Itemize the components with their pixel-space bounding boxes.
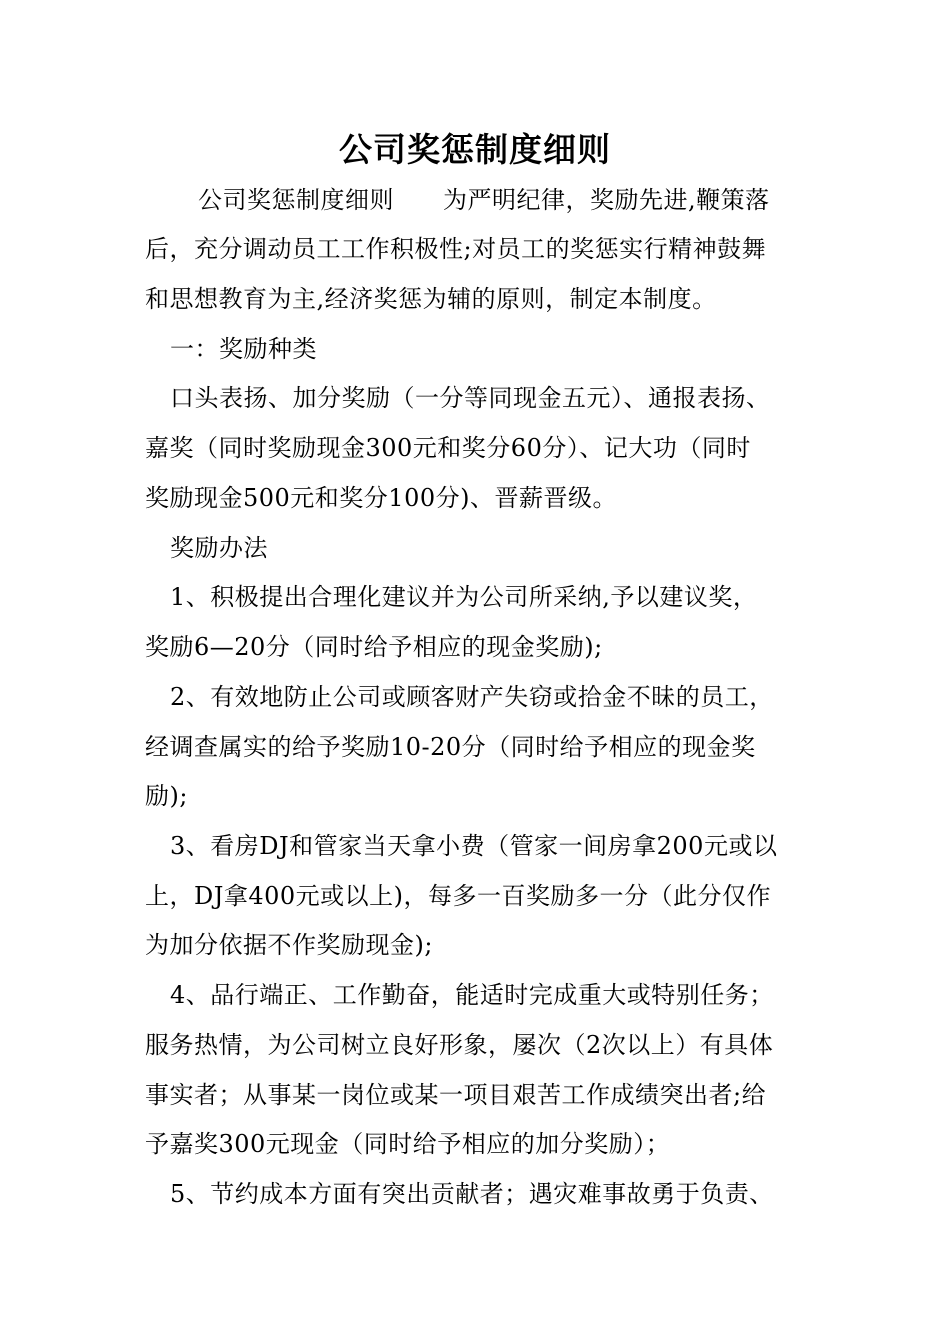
paragraph-line: 和思想教育为主,经济奖惩为辅的原则，制定本制度。 xyxy=(145,285,717,313)
paragraph-line: 嘉奖（同时奖励现金300元和奖分60分）、记大功（同时 xyxy=(145,434,751,462)
list-item-line: 奖励6—20分（同时给予相应的现金奖励); xyxy=(145,633,603,661)
list-item-line: 上，DJ拿400元或以上)，每多一百奖励多一分（此分仅作 xyxy=(145,882,772,910)
list-item-line: 经调查属实的给予奖励10-20分（同时给予相应的现金奖 xyxy=(145,733,756,761)
paragraph-line: 奖励现金500元和奖分100分)、晋薪晋级。 xyxy=(145,484,617,512)
list-item-line: 5、节约成本方面有突出贡献者；遇灾难事故勇于负责、 xyxy=(170,1180,774,1208)
paragraph-line: 口头表扬、加分奖励（一分等同现金五元）、通报表扬、 xyxy=(170,384,771,412)
list-item-line: 予嘉奖300元现金（同时给予相应的加分奖励）； xyxy=(145,1130,671,1158)
list-item-line: 励); xyxy=(145,782,188,810)
list-item-line: 2、有效地防止公司或顾客财产失窃或拾金不昧的员工， xyxy=(170,683,774,711)
section-heading: 一：奖励种类 xyxy=(170,335,317,363)
paragraph-line: 后，充分调动员工工作积极性;对员工的奖惩实行精神鼓舞 xyxy=(145,235,767,263)
section-heading: 奖励办法 xyxy=(170,534,268,562)
paragraph-line: 公司奖惩制度细则 为严明纪律，奖励先进,鞭策落 xyxy=(198,186,770,214)
list-item-line: 服务热情，为公司树立良好形象，屡次（2次以上）有具体 xyxy=(145,1031,774,1059)
list-item-line: 1、积极提出合理化建议并为公司所采纳,予以建议奖， xyxy=(170,583,758,611)
list-item-line: 为加分依据不作奖励现金); xyxy=(145,931,433,959)
list-item-line: 3、看房DJ和管家当天拿小费（管家一间房拿200元或以 xyxy=(170,832,778,860)
document-title: 公司奖惩制度细则 xyxy=(339,130,611,169)
list-item-line: 4、品行端正、工作勤奋，能适时完成重大或特别任务； xyxy=(170,981,774,1009)
list-item-line: 事实者；从事某一岗位或某一项目艰苦工作成绩突出者;给 xyxy=(145,1081,767,1109)
